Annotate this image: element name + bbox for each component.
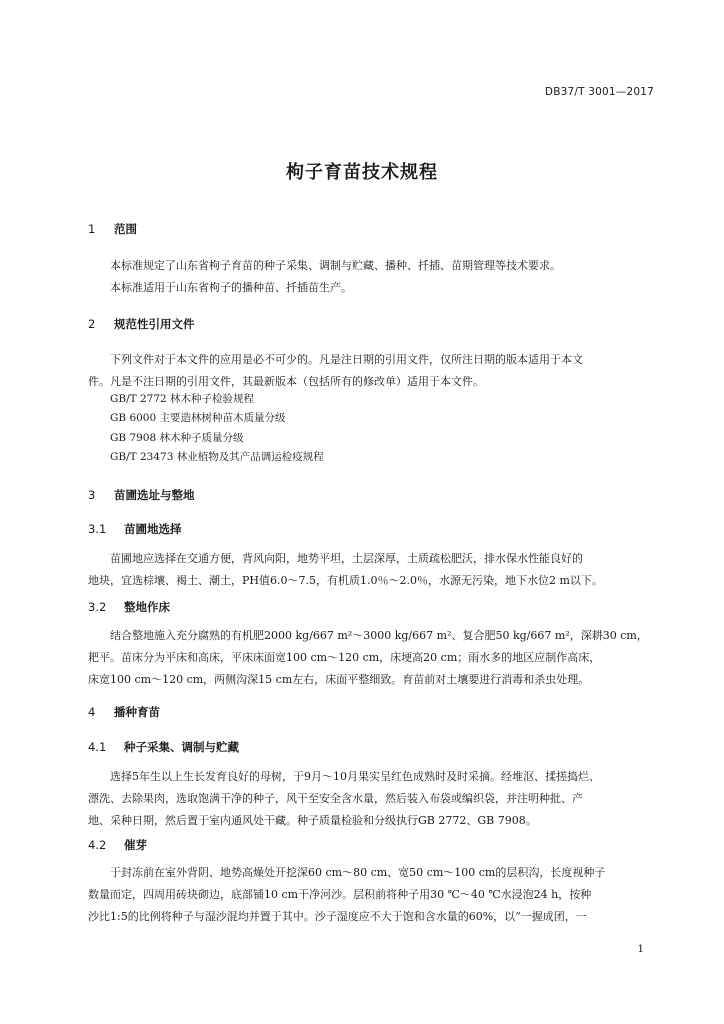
subsection-heading-seed-collection — [88, 739, 239, 755]
section-title: 催芽 — [124, 838, 147, 852]
section-number: 4 — [88, 705, 96, 719]
text-line: 选择5年生以上生长发育良好的母树，于9月～10月果实呈红色成熟时及时采摘。经堆沤、揉搓捣烂、 — [110, 770, 600, 783]
section-heading-seedling-sowing — [88, 704, 160, 720]
section-title: 整地作床 — [124, 600, 170, 614]
section-title: 播种育苗 — [114, 705, 160, 719]
subsection-heading-site-selection — [88, 521, 182, 537]
text-line: 沙比1:5的比例将种子与湿沙混均并置于其中。沙子湿度应不大于饱和含水量的60%，以“一握成团，一 — [88, 910, 587, 923]
page-number: 1 — [637, 943, 644, 955]
section-title: 苗圃地选择 — [124, 522, 182, 536]
subsection-heading-bed-preparation — [88, 599, 170, 615]
text-line: 苗圃地应选择在交通方便，背风向阳，地势平坦，土层深厚，土质疏松肥沃，排水保水性能良好的 — [110, 552, 583, 565]
section-heading-nursery-site — [88, 487, 195, 503]
section-title: 苗圃选址与整地 — [114, 488, 195, 502]
paragraph-germination — [88, 862, 656, 928]
text-line: 于封冻前在室外背阴、地势高燥处开挖深60 cm～80 cm、宽50 cm～100 cm的层积沟，长度视种子 — [110, 866, 606, 879]
paragraph-site-selection — [88, 548, 656, 592]
section-title: 范围 — [114, 222, 137, 236]
reference-item: GB 6000 主要造林树种苗木质量分级 — [110, 412, 286, 424]
paragraph-normative-references — [88, 349, 656, 393]
reference-item: GB/T 2772 林木种子检验规程 — [110, 393, 255, 405]
subsection-heading-germination — [88, 837, 147, 853]
text-line: 本标准适用于山东省枸子的播种苗、扦插苗生产。 — [110, 281, 352, 294]
section-title: 种子采集、调制与贮藏 — [124, 740, 239, 754]
page-title: 枸子育苗技术规程 — [286, 162, 438, 183]
text-line: 本标准规定了山东省枸子育苗的种子采集、调制与贮藏、播种、扦插、苗期管理等技术要求。 — [110, 259, 561, 272]
text-line: 地块，宜选棕壤、褐土、潮土，PH值6.0～7.5，有机质1.0％～2.0％，水源无污染，地下水位2 m以下。 — [88, 574, 603, 587]
reference-item: GB 7908 林木种子质量分级 — [110, 432, 244, 444]
section-number: 2 — [88, 317, 96, 331]
section-number: 3.2 — [88, 600, 107, 614]
text-line: 数量而定，四周用砖块砌边，底部铺10 cm干净河沙。层积前将种子用30 ℃～40 ℃水浸泡24 h，按种 — [88, 888, 592, 901]
text-line: 件。凡是不注日期的引用文件，其最新版本（包括所有的修改单）适用于本文件。 — [88, 375, 484, 388]
section-title: 规范性引用文件 — [114, 317, 195, 331]
document-code: DB37/T 3001—2017 — [544, 86, 654, 98]
paragraph-seed-collection — [88, 766, 656, 832]
section-heading-scope — [88, 221, 137, 237]
paragraph-scope — [88, 255, 656, 299]
text-line: 耙平。苗床分为平床和高床，平床床面宽100 cm～120 cm，床埂高20 cm；雨水多的地区应制作高床， — [88, 651, 601, 664]
text-line: 床宽100 cm～120 cm，两侧沟深15 cm左右，床面平整细致。育苗前对土壤要进行消毒和杀虫处理。 — [88, 673, 590, 686]
section-number: 4.1 — [88, 740, 107, 754]
section-number: 4.2 — [88, 838, 107, 852]
section-number: 3.1 — [88, 522, 107, 536]
section-heading-normative-references — [88, 316, 195, 332]
section-number: 3 — [88, 488, 96, 502]
section-number: 1 — [88, 222, 96, 236]
text-line: 漂洗、去除果肉，选取饱满干净的种子，风干至安全含水量，然后装入布袋或编织袋，并注明种批、产 — [88, 792, 583, 805]
text-line: 结合整地施入充分腐熟的有机肥2000 kg/667 m²～3000 kg/667 m²、复合肥50 kg/667 m²，深耕30 cm， — [110, 629, 648, 642]
reference-item: GB/T 23473 林业植物及其产品调运检疫规程 — [110, 451, 324, 463]
paragraph-bed-preparation — [88, 625, 656, 691]
text-line: 下列文件对于本文件的应用是必不可少的。凡是注日期的引用文件，仅所注日期的版本适用于本文 — [110, 353, 583, 366]
text-line: 地、采种日期，然后置于室内通风处干藏。种子质量检验和分级执行GB 2772、GB 7908。 — [88, 814, 537, 827]
